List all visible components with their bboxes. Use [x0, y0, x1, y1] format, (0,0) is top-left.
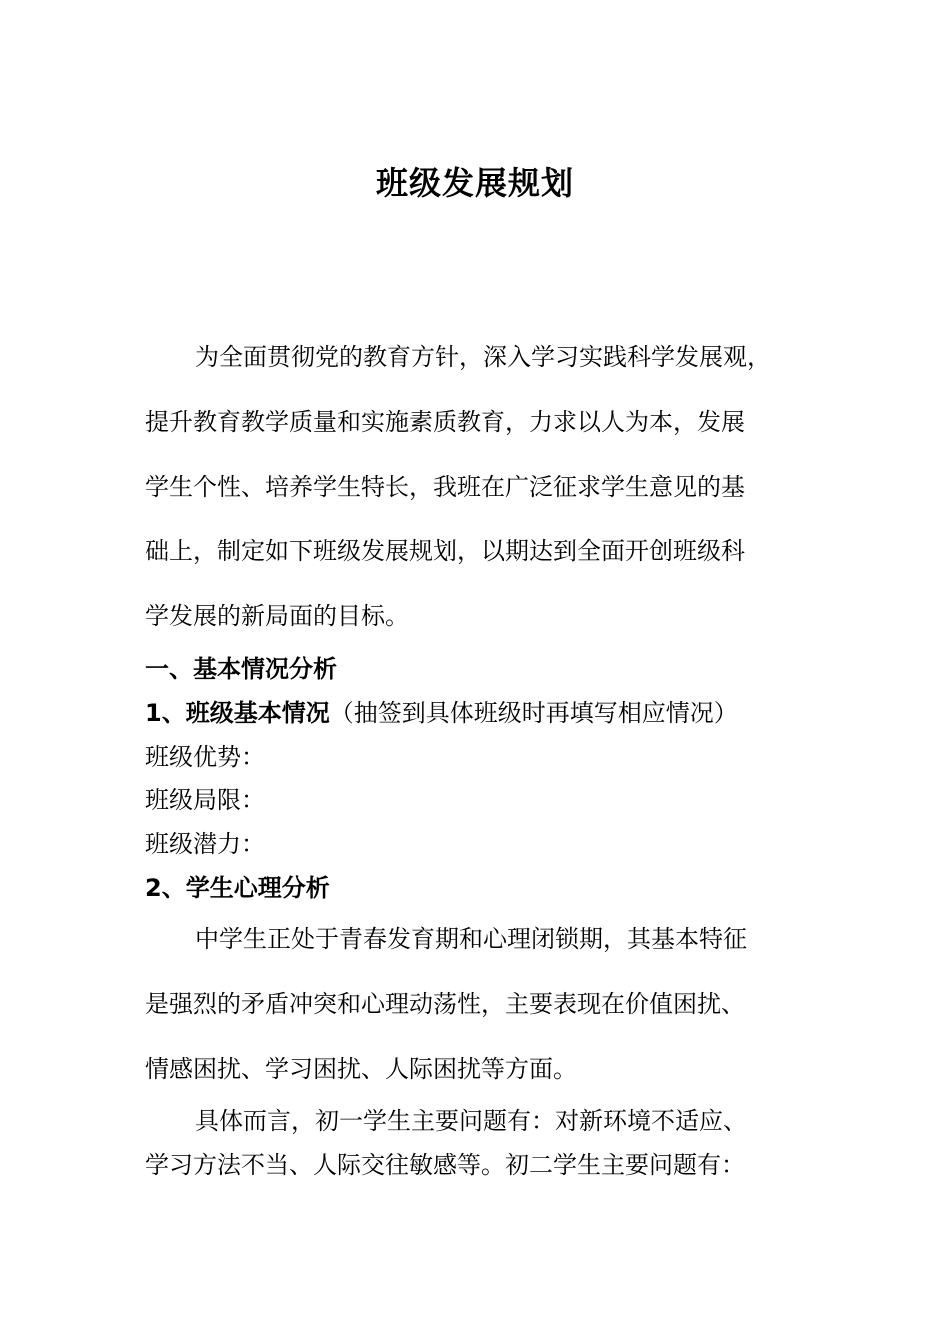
intro-line: 提升教育教学质量和实施素质教育，力求以人为本，发展 [145, 408, 745, 436]
body-line: 学习方法不当、人际交往敏感等。初二学生主要问题有： [145, 1151, 745, 1179]
body-line: 中学生正处于青春发育期和心理闭锁期，其基本特征 [195, 925, 747, 953]
intro-line: 础上，制定如下班级发展规划，以期达到全面开创班级科 [145, 537, 745, 565]
body-line: 具体而言，初一学生主要问题有：对新环境不适应、 [195, 1107, 747, 1135]
subsection-heading-row [145, 696, 738, 730]
class-potential-label: 班级潜力： [145, 830, 265, 858]
body-line: 情感困扰、学习困扰、人际困扰等方面。 [145, 1055, 577, 1083]
subsection-heading: 2、学生心理分析 [145, 874, 330, 902]
class-limitations-label: 班级局限： [145, 786, 265, 814]
section-heading: 一、基本情况分析 [145, 655, 337, 683]
intro-line: 学生个性、培养学生特长，我班在广泛征求学生意见的基 [145, 473, 745, 501]
intro-line: 学发展的新局面的目标。 [145, 602, 409, 630]
document-title: 班级发展规划 [375, 164, 574, 202]
class-strengths-label: 班级优势： [145, 743, 265, 771]
subsection-heading: 1、班级基本情况 [145, 699, 330, 727]
body-line: 是强烈的矛盾冲突和心理动荡性，主要表现在价值困扰、 [145, 990, 745, 1018]
subsection-note: （抽签到具体班级时再填写相应情况） [329, 699, 738, 727]
intro-line: 为全面贯彻党的教育方针，深入学习实践科学发展观， [195, 343, 771, 371]
